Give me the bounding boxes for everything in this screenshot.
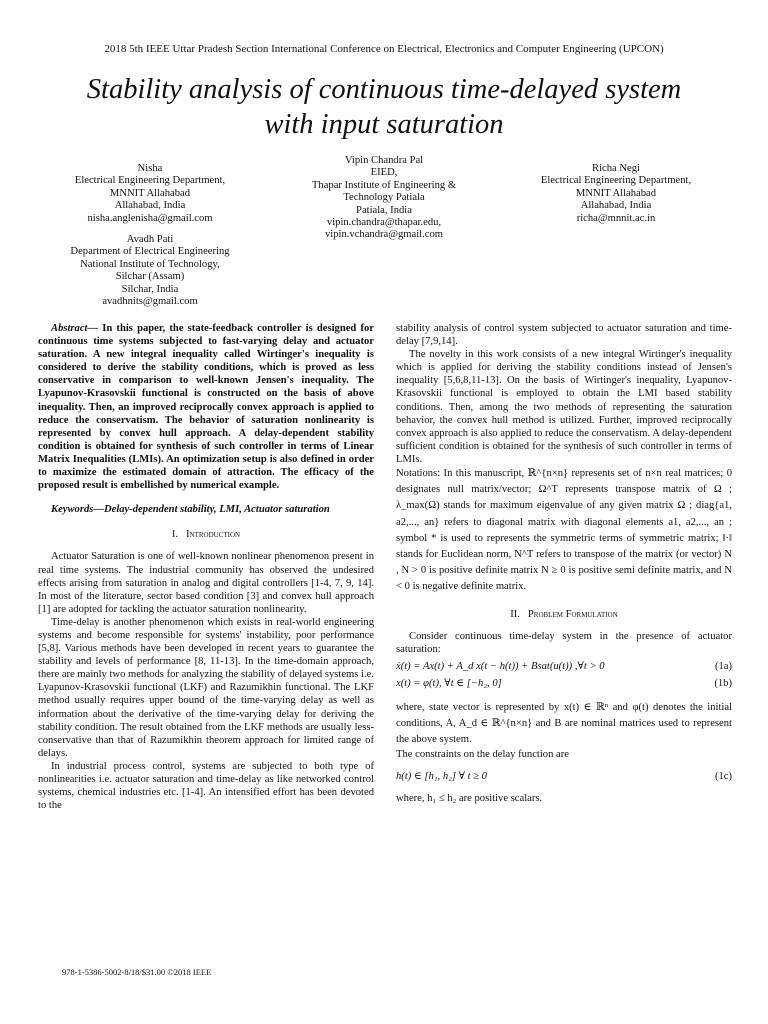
author-dept: Electrical Engineering Department, — [74, 175, 226, 187]
equation-1c — [396, 770, 732, 783]
equation-1a — [396, 660, 732, 673]
author-vipin — [284, 155, 484, 242]
abstract-label: Abstract— — [51, 323, 99, 334]
keywords: Keywords—Delay-dependent stability, LMI, Actuator saturation — [51, 504, 330, 516]
notations-paragraph: Notations: In this manuscript, ℝ^{n×n} represents set of n×n real matrices; 0 designates null matrix/vector; Ω^T represents transpose matrix of Ω ; λ_max(Ω) stands for maximum eigenvalue of any given matrix Ω ; diag{a1, a2,..., an} refers to diagonal matrix with diagonal elements a1, a2,..., an ; symbol * is used to represents the symmetric terms of symmetric matrix; ‖·‖ stands for Euclidean norm, N^T refers to transpose of the matrix (or vector) N , N > 0 is positive definite matrix N ≥ 0 is positive semi definite matrix, and N < 0 is negative definite matrix. — [396, 468, 732, 593]
author-email: vipin.chandra@thapar.edu, — [326, 217, 442, 229]
copyright-footer: 978-1-5386-5002-8/18/$31.00 ©2018 IEEE — [62, 967, 212, 977]
author-location: Silchar (Assam) — [115, 271, 185, 283]
author-nisha — [50, 163, 250, 225]
section-number: I. — [171, 529, 179, 541]
title-line-2: with input saturation — [264, 109, 504, 140]
section-heading-introduction — [38, 528, 374, 541]
title-line-1: Stability analysis of continuous time-delayed system — [86, 74, 682, 105]
author-location-2: Silchar, India — [121, 283, 179, 295]
author-inst: MNNIT Allahabad — [575, 187, 657, 199]
section-title: Problem Formulation — [527, 608, 618, 620]
author-avadh — [50, 234, 250, 308]
author-dept: Electrical Engineering Department, — [540, 175, 692, 187]
right-column — [396, 322, 732, 805]
novelty-paragraph: The novelty in this work consists of a new integral Wirtinger's inequality which is applied for deriving the stability conditions instead of Jensen's inequality [5,6,8,11-13]. On the basis of Wirtinger's inequality, Lyapunov-Krasovskii functional is employed to obtain the LMI based stability conditions. Then, among the two methods of representing the saturation behavior, the convex hull method is utilized. Further, improved reciprocally convex approach is also applied to reduce the conservatism. A delay-dependent sufficient condition is obtained for the synthesis of such controller in terms of LMIs. — [396, 349, 732, 465]
author-name: Nisha — [137, 163, 163, 174]
author-name: Richa Negi — [592, 163, 640, 174]
author-inst-2: Technology Patiala — [343, 192, 425, 204]
author-inst: Thapar Institute of Engineering & — [311, 179, 457, 191]
section-number: II. — [510, 608, 520, 620]
author-email: richa@mnnit.ac.in — [576, 212, 656, 224]
author-location: Patiala, India — [356, 204, 412, 216]
intro-paragraph-1: Actuator Saturation is one of well-known nonlinear phenomenon present in real time systems. The industrial community has observed the undesired effects arising from saturation in analog and digital controllers [1-4, 7, 9, 14]. In most of the literature, sector based condition [3] and convex hull approach [1] are adopted for tackling the actuator saturation nonlinearity. — [38, 551, 374, 615]
left-column — [38, 322, 374, 812]
author-email: avadhnits@gmail.com — [102, 296, 198, 308]
author-inst: National Institute of Technology, — [80, 258, 220, 270]
equation-number: (1b) — [714, 678, 732, 690]
problem-paragraph-1: Consider continuous time-delay system in the presence of actuator saturation: — [396, 630, 732, 655]
author-location: Allahabad, India — [114, 200, 186, 212]
author-richa — [516, 163, 716, 225]
equation-body: h(t) ∈ [h₁, h₂] ∀ t ≥ 0 — [396, 771, 487, 783]
intro-paragraph-3: In industrial process control, systems are subjected to both type of nonlinearities i.e. actuator saturation and time-delay as like networked control systems, chemical industries etc. [1-4]. An intensified effort has been devoted to the — [38, 760, 374, 812]
section-title: Introduction — [186, 529, 241, 541]
paper-title — [30, 72, 738, 142]
equation-body: ẋ(t) = Ax(t) + A_d x(t − h(t)) + Bsat(u(t)) ,∀t > 0 — [396, 660, 605, 672]
author-email: nisha.anglenisha@gmail.com — [87, 212, 213, 224]
intro-paragraph-2: Time-delay is another phenomenon which exists in real-world engineering systems and become responsible for systems' instability, poor performance [5,8]. Various methods have been developed in recent years to guarantee the stability and levels of performance [8, 11-13]. In the time-domain approach, there are mainly two methods for analyzing the stability of delayed systems i.e. Lyapunov-Krasovskii functional (LKF) and Razumikhin functional. The LKF method usually requires upper bound of the time-varying delay as well as information about the derivative of the time-varying delay for deriving the stability condition. The result obtained from the LKF methods are usually less-conservative than that of Razumikhin theorem approach for limited range of delays. — [38, 616, 374, 759]
abstract-text: In this paper, the state-feedback controller is designed for continuous time systems subjected to fast-varying delay and actuator saturation. A new integral inequality called Wirtinger's inequality is considered to derive the stability conditions, which is proved as less conservative in comparison to well-known Jensen's inequality. The Lyapunov-Krasovskii functional is constructed on the basis of above inequality. Then, an improved reciprocally convex approach is applied to reduce the conservatism. The behavior of saturation nonlinearity is represented by convex hull approach. A delay-dependent stability condition is obtained for synthesis of such controller in terms of Linear Matrix Inequalities (LMIs). An optimization setup is also defined in order to maximize the estimated domain of attraction. The efficacy of the proposed result is embellished by numerical example. — [38, 323, 374, 492]
section-heading-problem-formulation — [396, 608, 732, 621]
equation-body: x(t) = φ(t), ∀t ∈ [−h₂, 0] — [396, 678, 502, 690]
conference-header: 2018 5th IEEE Uttar Pradesh Section International Conference on Electrical, Electronics and Computer Engineering (UPCON) — [104, 43, 664, 55]
author-dept: EIED, — [370, 167, 398, 179]
equation-number: (1c) — [714, 771, 732, 783]
problem-paragraph-4: where, h₁ ≤ h₂ are positive scalars. — [396, 793, 543, 805]
problem-paragraph-2: where, state vector is represented by x(t) ∈ ℝⁿ and φ(t) denotes the initial conditions, A, A_d ∈ ℝ^{n×n} and B are nominal matrices used to represent the above system. — [396, 702, 732, 746]
author-name: Avadh Pati — [126, 234, 174, 245]
equation-1b — [396, 677, 732, 690]
author-name: Vipin Chandra Pal — [344, 155, 424, 166]
author-inst: MNNIT Allahabad — [109, 187, 191, 199]
abstract — [38, 322, 374, 492]
author-location: Allahabad, India — [580, 200, 652, 212]
author-dept: Department of Electrical Engineering — [70, 246, 230, 258]
problem-paragraph-3: The constraints on the delay function are — [396, 749, 569, 761]
equation-number: (1a) — [714, 660, 732, 672]
right-paragraph-1: stability analysis of control system subjected to actuator saturation and time-delay [7,9,14]. — [396, 323, 732, 348]
author-email-2: vipin.vchandra@gmail.com — [324, 229, 444, 241]
